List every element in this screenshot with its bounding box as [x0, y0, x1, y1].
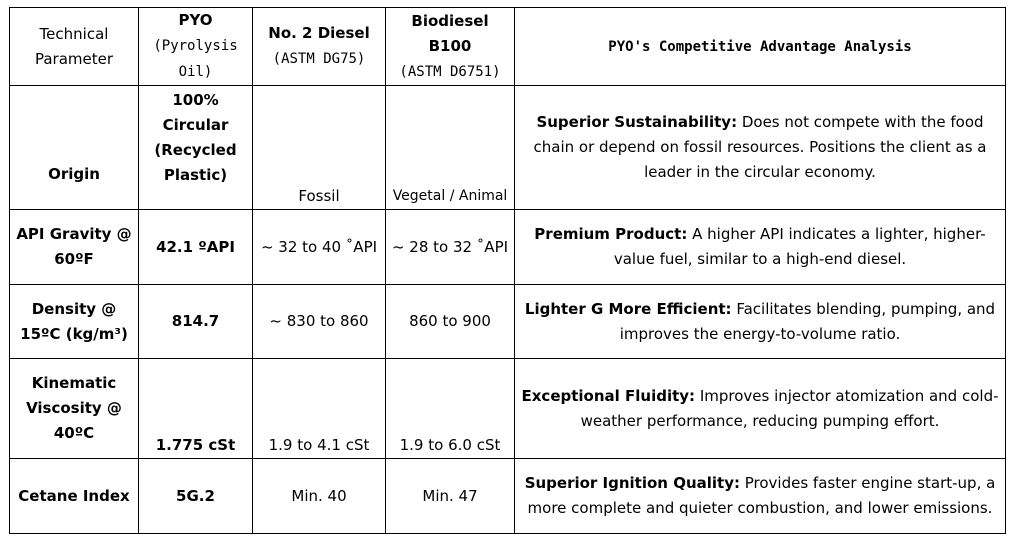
table-row: [10, 459, 1006, 534]
advantage-title: Premium Product:: [534, 225, 688, 243]
advantage-api-gravity: [515, 210, 1006, 285]
param-api-gravity: API Gravity @ 60ºF: [10, 210, 139, 285]
diesel-cetane: Min. 40: [253, 459, 386, 534]
param-cetane: Cetane Index: [10, 459, 139, 534]
param-origin: Origin: [10, 86, 139, 210]
pyo-viscosity: 1.775 cSt: [139, 359, 253, 459]
header-advantage: PYO's Competitive Advantage Analysis: [515, 8, 1006, 86]
advantage-density: [515, 285, 1006, 359]
pyo-api-gravity: 42.1 ºAPI: [139, 210, 253, 285]
header-technical-parameter: Technical Parameter: [10, 8, 139, 86]
pyo-density: 814.7: [139, 285, 253, 359]
diesel-viscosity: 1.9 to 4.1 cSt: [253, 359, 386, 459]
biodiesel-origin: Vegetal / Animal: [386, 86, 515, 210]
diesel-origin: Fossil: [253, 86, 386, 210]
comparison-table: [9, 7, 1006, 534]
header-diesel: No. 2 Diesel (ASTM DG75): [253, 8, 386, 86]
pyo-cetane: 5G.2: [139, 459, 253, 534]
param-viscosity: Kinematic Viscosity @ 40ºC: [10, 359, 139, 459]
table-row: [10, 285, 1006, 359]
header-pyo: PYO (Pyrolysis Oil): [139, 8, 253, 86]
advantage-text: Improves injector atomization and cold-weather performance, reducing pumping effort.: [580, 386, 999, 430]
biodiesel-api-gravity: ~ 28 to 32 ˚API: [386, 210, 515, 285]
table-row: [10, 86, 1006, 210]
advantage-text: Provides faster engine start-up, a more complete and quieter combustion, and lower emissions.: [527, 474, 996, 517]
advantage-cetane: [515, 459, 1006, 534]
advantage-title: Exceptional Fluidity:: [521, 386, 696, 405]
param-density: Density @ 15ºC (kg/m³): [10, 285, 139, 359]
biodiesel-viscosity: 1.9 to 6.0 cSt: [386, 359, 515, 459]
advantage-title: Superior Sustainability:: [536, 113, 738, 131]
header-biodiesel: Biodiesel B100 (ASTM D6751): [386, 8, 515, 86]
advantage-title: Superior Ignition Quality:: [524, 474, 740, 492]
advantage-text: Does not compete with the food chain or depend on fossil resources. Positions the client as a leader in the circular economy.: [533, 113, 987, 181]
advantage-origin: [515, 86, 1006, 210]
advantage-text: Facilitates blending, pumping, and improves the energy-to-volume ratio.: [619, 299, 996, 343]
biodiesel-cetane: Min. 47: [386, 459, 515, 534]
header-row: [10, 8, 1006, 86]
biodiesel-density: 860 to 900: [386, 285, 515, 359]
advantage-text: A higher API indicates a lighter, higher-value fuel, similar to a high-end diesel.: [613, 225, 986, 268]
table-row: [10, 210, 1006, 285]
diesel-density: ~ 830 to 860: [253, 285, 386, 359]
advantage-title: Lighter G More Efficient:: [524, 299, 732, 318]
advantage-viscosity: [515, 359, 1006, 459]
table-row: [10, 359, 1006, 459]
pyo-origin: 100% Circular (Recycled Plastic): [139, 86, 253, 210]
diesel-api-gravity: ~ 32 to 40 ˚API: [253, 210, 386, 285]
